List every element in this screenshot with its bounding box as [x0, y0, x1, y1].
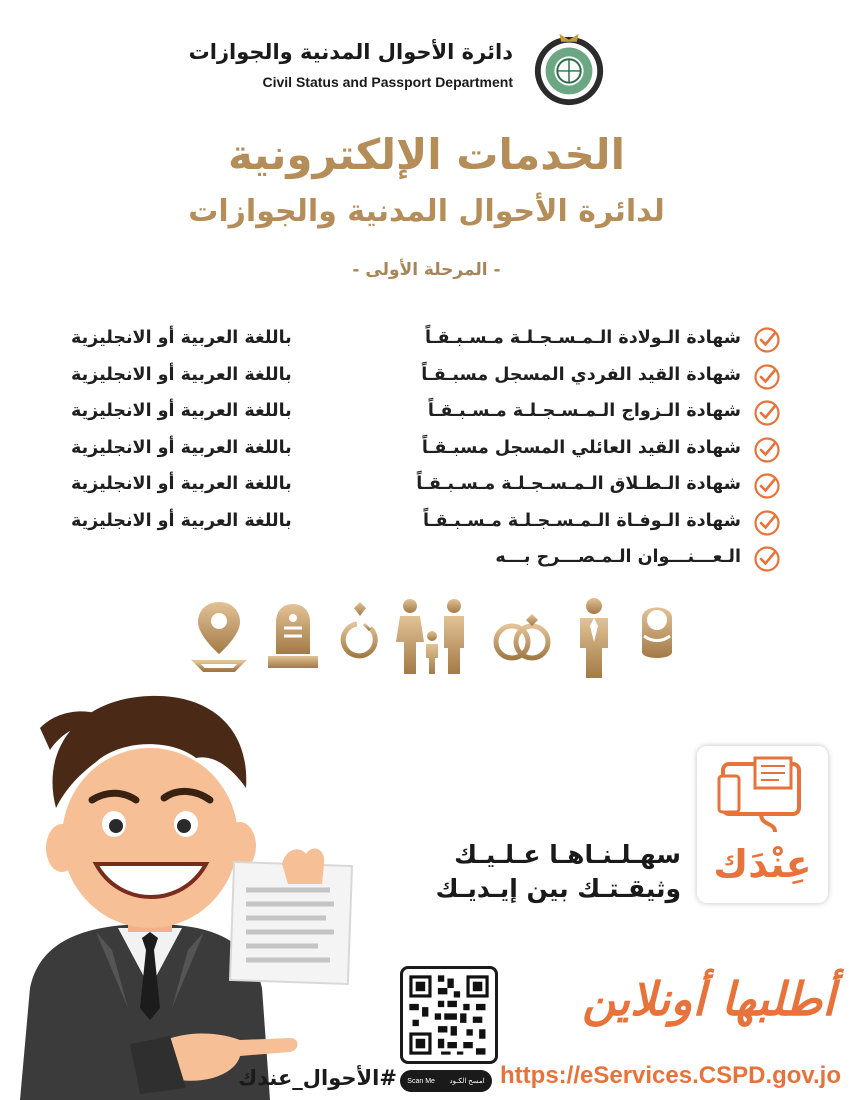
location-pin-icon — [190, 598, 248, 674]
service-name: شهادة الـوفـاة الـمـسـجـلـة مـسـبـقـاً — [422, 510, 741, 531]
services-list — [71, 324, 781, 580]
check-icon — [753, 326, 781, 354]
service-item — [71, 361, 781, 398]
service-language: باللغة العربية أو الانجليزية — [71, 474, 292, 494]
service-item — [71, 543, 781, 580]
indak-brand-label: عِنْدَك — [713, 842, 812, 886]
service-language: باللغة العربية أو الانجليزية — [71, 401, 292, 421]
service-item — [71, 397, 781, 434]
smiling-man-illustration — [0, 688, 360, 1100]
service-item — [71, 507, 781, 544]
department-seal-logo — [530, 30, 608, 108]
page-subtitle: لدائرة الأحوال المدنية والجوازات — [188, 194, 665, 229]
service-name: شهادة الـطـلاق الـمـسـجـلـة مـسـبـقـاً — [416, 474, 741, 494]
broken-ring-icon — [340, 598, 380, 674]
life-events-icon-row — [190, 598, 680, 680]
baby-icon — [634, 598, 680, 664]
scan-me-label — [400, 1070, 492, 1092]
order-online-heading: أطلبها أونلاين — [582, 972, 835, 1026]
service-language: باللغة العربية أو الانجليزية — [71, 510, 292, 531]
service-language: باللغة العربية أو الانجليزية — [71, 364, 292, 385]
wedding-rings-icon — [490, 598, 554, 674]
service-language: باللغة العربية أو الانجليزية — [71, 437, 292, 458]
service-item — [71, 470, 781, 507]
campaign-hashtag: #الأحوال_عندك — [238, 1066, 397, 1090]
department-name-arabic: دائرة الأحوال المدنية والجوازات — [188, 40, 513, 64]
service-item — [71, 324, 781, 361]
check-icon — [753, 363, 781, 391]
service-name: شهادة القيد العائلي المسجل مسبـقـاً — [421, 437, 741, 458]
check-icon — [753, 399, 781, 427]
service-name: الـعـــنـــوان الـمـصـــرح بـــه — [495, 547, 741, 567]
department-name-english: Civil Status and Passport Department — [262, 74, 513, 90]
slogan-line-1: سهـلـنـاهـا عـلـيـك — [454, 840, 681, 869]
phase-label: - المرحلة الأولى - — [352, 260, 501, 280]
scan-me-arabic: امسح الكـود — [449, 1078, 485, 1085]
man-suit-icon — [574, 598, 614, 678]
eservices-url-link[interactable]: https://eServices.CSPD.gov.jo — [500, 1062, 841, 1089]
service-item — [71, 434, 781, 471]
check-icon — [753, 509, 781, 537]
slogan-line-2: وثيقـتـك بين إيـديـك — [435, 874, 681, 903]
scan-me-english: Scan Me — [407, 1077, 435, 1085]
qr-code[interactable] — [400, 966, 498, 1064]
tombstone-icon — [264, 598, 322, 674]
family-icon — [394, 598, 470, 676]
indak-brand-card — [697, 746, 828, 903]
service-name: شهادة الـولادة الـمـسـجـلـة مـسـبـقـاً — [424, 328, 741, 348]
check-icon — [753, 472, 781, 500]
service-name: شهادة الـزواج الـمـسـجـلـة مـسـبـقـاً — [427, 401, 741, 421]
service-name: شهادة القيد الفردي المسجل مسبـقـاً — [421, 364, 741, 385]
devices-document-icon — [715, 756, 811, 840]
page-title: الخدمات الإلكترونية — [228, 130, 625, 179]
qr-code-pattern — [403, 969, 495, 1061]
check-icon — [753, 545, 781, 573]
check-icon — [753, 436, 781, 464]
service-language: باللغة العربية أو الانجليزية — [71, 328, 292, 348]
